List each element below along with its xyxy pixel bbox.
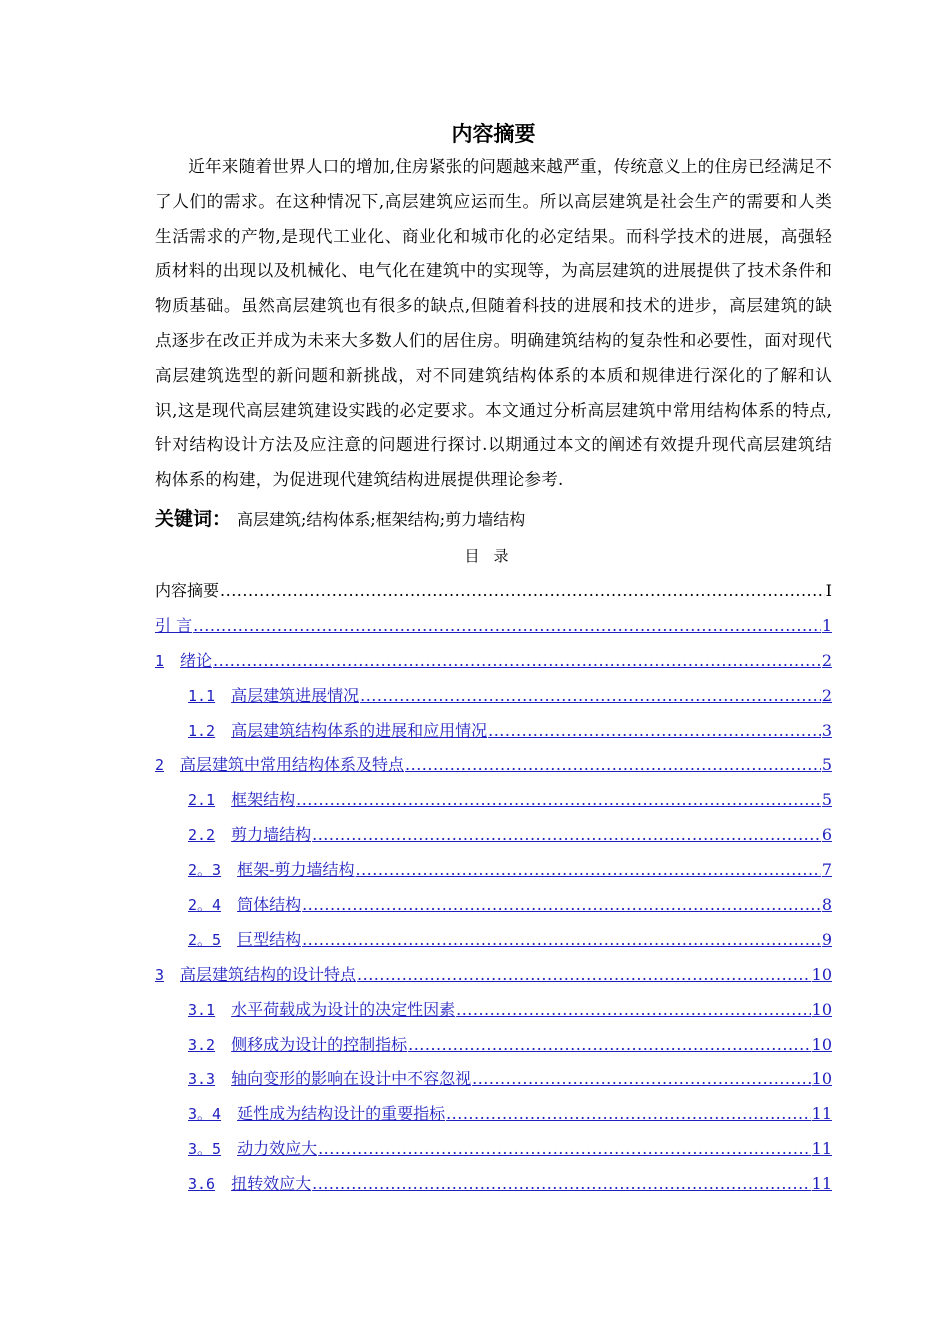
toc-entry[interactable] <box>155 783 832 818</box>
toc-label: 高层建筑进展情况 <box>231 685 360 705</box>
toc-link[interactable] <box>188 1062 832 1097</box>
keywords-text: 高层建筑;结构体系;框架结构;剪力墙结构 <box>237 509 526 529</box>
toc-leader-dots <box>193 609 821 644</box>
toc-number: 2。3 <box>188 861 222 880</box>
toc-number: 2.1 <box>188 791 216 810</box>
toc-label: 巨型结构 <box>237 929 302 949</box>
toc-page-number: 11 <box>811 1104 832 1124</box>
toc-leader-dots <box>408 1028 811 1063</box>
toc-leader-dots <box>355 853 820 888</box>
toc-page-number: I <box>825 580 832 600</box>
toc-number: 3 <box>155 965 165 984</box>
toc-leader-dots <box>312 1167 811 1202</box>
toc-label: 高层建筑结构体系的进展和应用情况 <box>231 720 488 740</box>
toc-page-number: 5 <box>821 790 832 810</box>
toc-label: 动力效应大 <box>237 1139 318 1159</box>
toc-link[interactable] <box>188 679 832 714</box>
toc-label: 引 言 <box>155 615 193 635</box>
toc-title: 目录 <box>464 546 523 565</box>
abstract-body: 近年来随着世界人口的增加,住房紧张的问题越来越严重，传统意义上的住房已经满足不了人们的需求。在这种情况下,高层建筑应运而生。所以高层建筑是社会生产的需要和人类生活需求的产物,是现代工业化、商业化和城市化的必定结果。而科学技术的进展，高强轻质材料的出现以及机械化、电气化在建筑中的实现等，为高层建筑的进展提供了技术条件和物质基础。虽然高层建筑也有很多的缺点,但随着科技的进展和技术的进步，高层建筑的缺点逐步在改正并成为未来大多数人们的居住房。明确建筑结构的复杂性和必要性，面对现代高层建筑选型的新问题和新挑战，对不同建筑结构体系的本质和规律进行深化的了解和认识,这是现代高层建筑建设实践的必定要求。本文通过分析高层建筑中常用结构体系的特点,针对结构设计方法及应注意的问题进行探讨.以期通过本文的阐述有效提升现代高层建筑结构体系的构建，为促进现代建筑结构进展提供理论参考. <box>155 157 832 490</box>
toc-label: 框架结构 <box>231 790 296 810</box>
toc-entry[interactable] <box>155 1062 832 1097</box>
toc-label: 轴向变形的影响在设计中不容忽视 <box>231 1069 472 1089</box>
toc-link[interactable] <box>155 644 832 679</box>
toc-leader-dots <box>357 958 811 993</box>
toc-link[interactable] <box>188 888 832 923</box>
toc-page-number: 9 <box>821 929 832 949</box>
keywords-line <box>155 502 832 536</box>
toc-entry[interactable] <box>155 1132 832 1167</box>
toc-number: 3.1 <box>188 1000 216 1019</box>
toc-leader-dots <box>302 923 821 958</box>
toc-page-number: 10 <box>811 1069 832 1089</box>
toc-link[interactable] <box>188 783 832 818</box>
toc-link[interactable] <box>188 1167 832 1202</box>
toc-number: 3.3 <box>188 1070 216 1089</box>
toc-number: 1 <box>155 651 165 670</box>
toc-link[interactable] <box>188 714 832 749</box>
toc-leader-dots <box>213 644 821 679</box>
toc-link[interactable] <box>188 1132 832 1167</box>
toc-number: 2。5 <box>188 930 222 949</box>
toc-label: 延性成为结构设计的重要指标 <box>237 1104 446 1124</box>
toc-page-number: 2 <box>821 650 832 670</box>
table-of-contents <box>155 574 832 1202</box>
toc-label: 高层建筑结构的设计特点 <box>180 964 357 984</box>
toc-label: 剪力墙结构 <box>231 825 312 845</box>
toc-link[interactable] <box>155 609 832 644</box>
toc-page-number: 8 <box>821 894 832 914</box>
toc-leader-dots <box>220 574 825 609</box>
toc-entry[interactable] <box>155 714 832 749</box>
toc-link[interactable] <box>188 853 832 888</box>
toc-number: 1.2 <box>188 721 216 740</box>
toc-entry[interactable] <box>155 748 832 783</box>
toc-link[interactable] <box>188 1028 832 1063</box>
toc-number: 3.6 <box>188 1175 216 1194</box>
toc-leader-dots <box>456 993 811 1028</box>
toc-link[interactable] <box>188 1097 832 1132</box>
toc-entry[interactable] <box>155 923 832 958</box>
toc-entry[interactable] <box>155 679 832 714</box>
toc-label: 水平荷载成为设计的决定性因素 <box>231 999 456 1019</box>
toc-page-number: 5 <box>821 755 832 775</box>
toc-link[interactable] <box>188 993 832 1028</box>
toc-leader-dots <box>472 1062 811 1097</box>
toc-entry[interactable] <box>155 993 832 1028</box>
toc-entry[interactable] <box>155 1097 832 1132</box>
toc-link[interactable] <box>155 748 832 783</box>
toc-entry[interactable] <box>155 958 832 993</box>
toc-page-number: 6 <box>821 825 832 845</box>
toc-link[interactable] <box>155 958 832 993</box>
toc-entry[interactable] <box>155 818 832 853</box>
toc-entry[interactable] <box>155 853 832 888</box>
toc-leader-dots <box>360 679 821 714</box>
toc-entry[interactable] <box>155 888 832 923</box>
toc-entry[interactable] <box>155 1167 832 1202</box>
toc-page-number: 1 <box>821 615 832 635</box>
toc-leader-dots <box>296 783 821 818</box>
toc-label: 筒体结构 <box>237 894 302 914</box>
toc-label: 内容摘要 <box>155 580 220 600</box>
toc-number: 3.2 <box>188 1035 216 1054</box>
keywords-label: 关键词： <box>155 507 232 530</box>
toc-page-number: 3 <box>821 720 832 740</box>
toc-label: 侧移成为设计的控制指标 <box>231 1034 408 1054</box>
toc-page-number: 7 <box>821 860 832 880</box>
toc-number: 2 <box>155 756 165 775</box>
toc-page-number: 11 <box>811 1174 832 1194</box>
toc-entry[interactable] <box>155 609 832 644</box>
toc-number: 2.2 <box>188 826 216 845</box>
toc-number: 1.1 <box>188 686 216 705</box>
toc-link[interactable] <box>188 923 832 958</box>
toc-label: 框架-剪力墙结构 <box>237 860 355 880</box>
toc-leader-dots <box>312 818 821 853</box>
toc-page-number: 2 <box>821 685 832 705</box>
toc-page-number: 10 <box>811 999 832 1019</box>
toc-leader-dots <box>488 714 821 749</box>
toc-text <box>155 574 832 609</box>
toc-entry[interactable] <box>155 1028 832 1063</box>
toc-entry[interactable] <box>155 644 832 679</box>
toc-label: 扭转效应大 <box>231 1174 312 1194</box>
toc-page-number: 10 <box>811 964 832 984</box>
toc-page-number: 11 <box>811 1139 832 1159</box>
abstract-title: 内容摘要 <box>451 122 536 146</box>
toc-label: 高层建筑中常用结构体系及特点 <box>180 755 405 775</box>
toc-number: 2。4 <box>188 895 222 914</box>
toc-leader-dots <box>405 748 821 783</box>
toc-link[interactable] <box>188 818 832 853</box>
toc-label: 绪论 <box>180 650 213 670</box>
toc-leader-dots <box>446 1097 811 1132</box>
document-page <box>155 118 832 1202</box>
toc-number: 3。5 <box>188 1140 222 1159</box>
toc-leader-dots <box>318 1132 811 1167</box>
toc-page-number: 10 <box>811 1034 832 1054</box>
toc-number: 3。4 <box>188 1105 222 1124</box>
toc-entry <box>155 574 832 609</box>
toc-leader-dots <box>302 888 821 923</box>
